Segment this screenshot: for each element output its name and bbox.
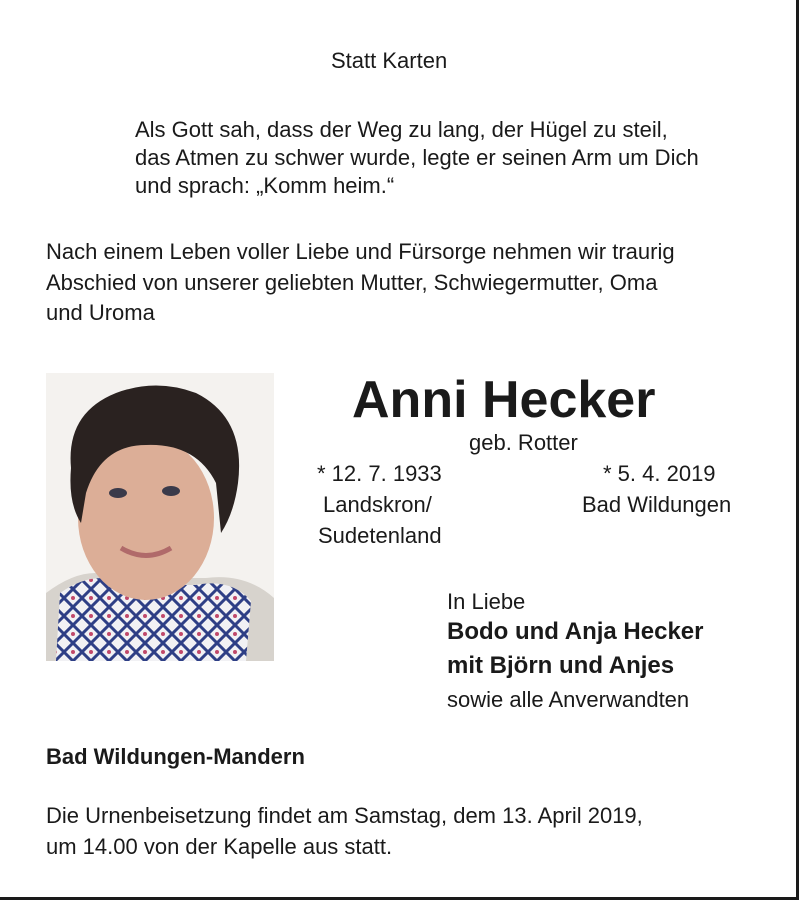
location-heading: Bad Wildungen-Mandern bbox=[46, 744, 305, 769]
header-text: Statt Karten bbox=[331, 48, 448, 73]
mourners-line: mit Björn und Anjes bbox=[447, 652, 675, 679]
birth-region: Sudetenland bbox=[318, 523, 442, 548]
funeral-line: um 14.00 von der Kapelle aus statt. bbox=[46, 834, 393, 859]
deceased-name: Anni Hecker bbox=[352, 371, 656, 429]
poem-line: und sprach: „Komm heim.“ bbox=[135, 173, 395, 198]
intro-line: Abschied von unserer geliebten Mutter, Schwiegermutter, Oma bbox=[46, 270, 658, 295]
portrait-photo bbox=[46, 373, 274, 661]
intro-line: und Uroma bbox=[46, 300, 155, 325]
death-place: Bad Wildungen bbox=[582, 492, 732, 517]
intro-line: Nach einem Leben voller Liebe und Fürsorge nehmen wir traurig bbox=[46, 239, 675, 264]
poem-line: das Atmen zu schwer wurde, legte er seinen Arm um Dich bbox=[135, 145, 699, 170]
mourners-line: sowie alle Anverwandten bbox=[447, 687, 690, 712]
funeral-line: Die Urnenbeisetzung findet am Samstag, dem 13. April 2019, bbox=[46, 803, 643, 828]
mourners-intro: In Liebe bbox=[447, 589, 526, 614]
birth-date: * 12. 7. 1933 bbox=[317, 461, 442, 486]
birth-place: Landskron/ bbox=[323, 492, 432, 517]
mourners-line: Bodo und Anja Hecker bbox=[447, 618, 704, 645]
maiden-name: geb. Rotter bbox=[469, 430, 578, 455]
death-date: * 5. 4. 2019 bbox=[603, 461, 716, 486]
poem-line: Als Gott sah, dass der Weg zu lang, der Hügel zu steil, bbox=[135, 117, 668, 142]
